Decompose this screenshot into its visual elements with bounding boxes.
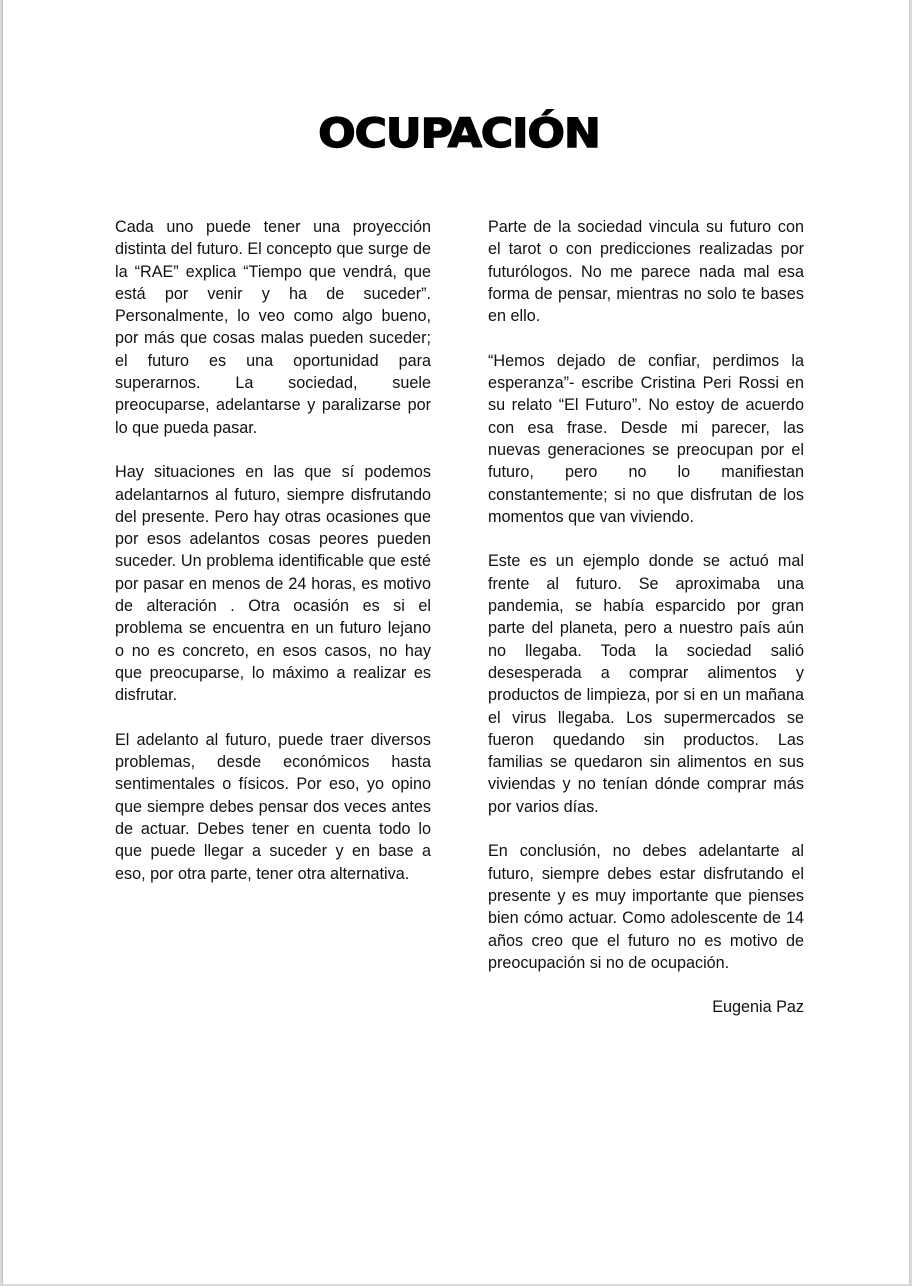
paragraph: El adelanto al futuro, puede traer diversos problemas, desde económicos hasta sentimentales o físicos. Por eso, yo opino que siempre debes pensar dos veces antes de actuar. Debes tener en cuenta todo lo que puede llegar a suceder y en base a eso, por otra parte, tener otra alternativa. (115, 730, 431, 883)
right-column (488, 216, 804, 1041)
paragraph: Este es un ejemplo donde se actuó mal frente al futuro. Se aproximaba una pandemia, se había esparcido por gran parte del planeta, pero a nuestro país aún no llegaba. Toda la sociedad salió desesperada a comprar alimentos y productos de limpieza, por si en un mañana el virus llegaba. Los supermercados se fueron quedando sin productos. Las familias se quedaron sin alimentos en sus viviendas y no tenían dónde comprar más por varios días. (488, 552, 804, 816)
paragraph: En conclusión, no debes adelantarte al futuro, siempre debes estar disfrutando el presente y es muy importante que pienses bien cómo actuar. Como adolescente de 14 años creo que el futuro no es motivo de preocupación si no de ocupación. (488, 842, 804, 972)
paragraph: Hay situaciones en las que sí podemos adelantarnos al futuro, siempre disfrutando del presente. Pero hay otras ocasiones que por esos adelantos cosas peores pueden suceder. Un problema identificable que esté por pasar en menos de 24 horas, es motivo de alteración . Otra ocasión es si el problema se encuentra en un futuro lejano o no es concreto, en esos casos, no hay que preocuparse, lo máximo a realizar es disfrutar. (115, 463, 431, 705)
page-title: OCUPACIÓN (318, 110, 600, 157)
paragraph: “Hemos dejado de confiar, perdimos la esperanza”- escribe Cristina Peri Rossi en su relato “El Futuro”. No estoy de acuerdo con esa frase. Desde mi parecer, las nuevas generaciones se preocupan por el futuro, pero no lo manifiestan constantemente; si no que disfrutan de los momentos que van viviendo. (488, 351, 804, 526)
left-column (115, 216, 431, 907)
author-signature: Eugenia Paz (712, 998, 804, 1017)
paragraph: Parte de la sociedad vincula su futuro con el tarot o con predicciones realizadas por futurólogos. No me parece nada mal esa forma de pensar, mientras no solo te bases en ello. (488, 218, 804, 326)
document-page (2, 0, 910, 1284)
paragraph: Cada uno puede tener una proyección distinta del futuro. El concepto que surge de la “RAE” explica “Tiempo que vendrá, que está por venir y ha de suceder”. Personalmente, lo veo como algo bueno, por más que cosas malas pueden suceder; el futuro es una oportunidad para superarnos. La sociedad, suele preocuparse, adelantarse y paralizarse por lo que pueda pasar. (115, 218, 431, 437)
